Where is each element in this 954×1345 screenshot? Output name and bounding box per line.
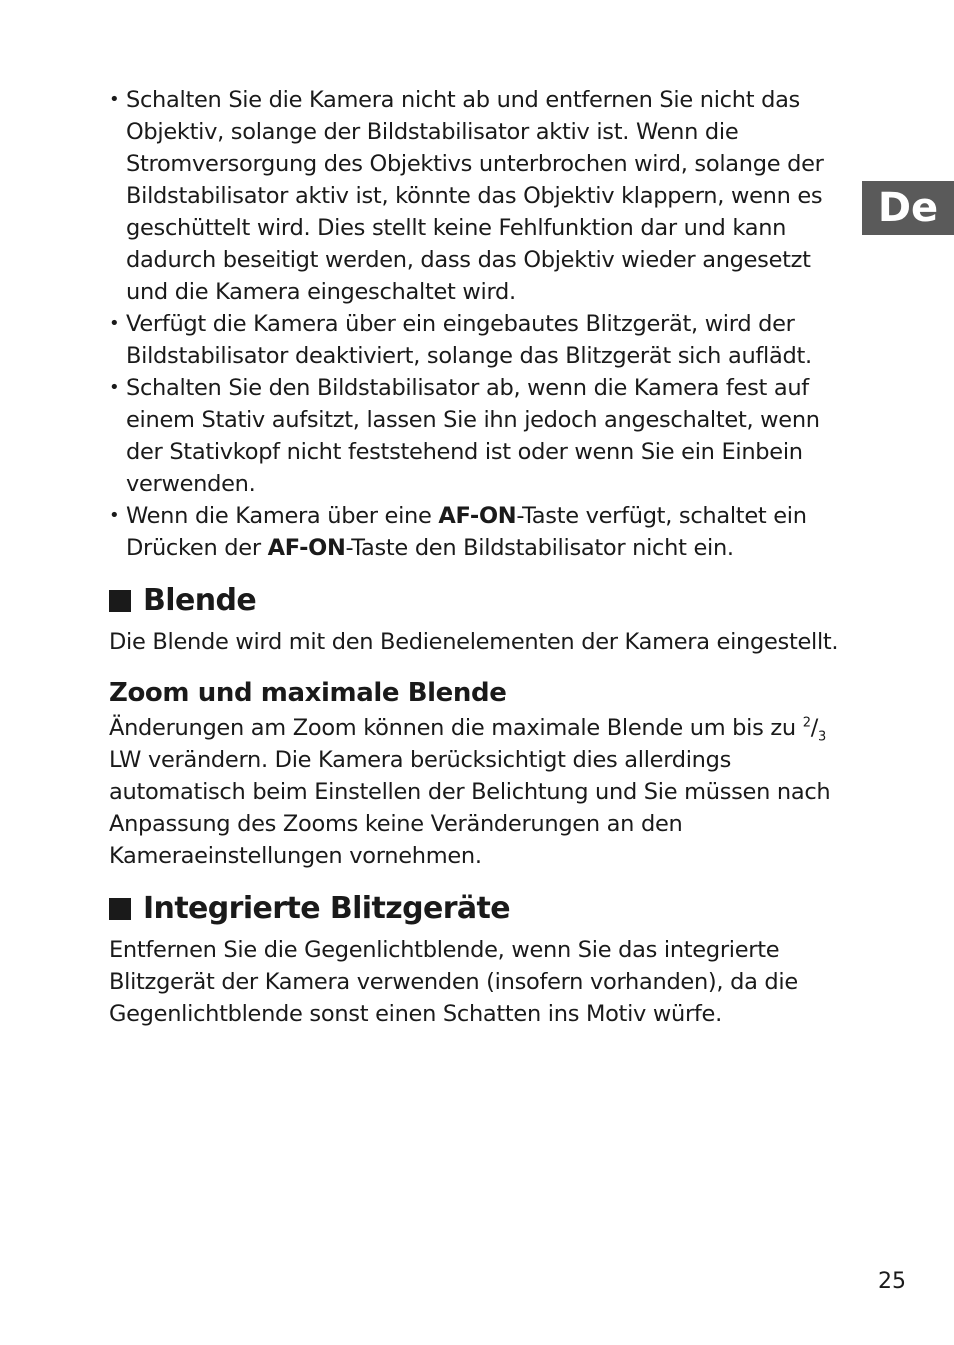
af-on-label: AF-ON (438, 503, 517, 529)
zoom-text: Änderungen am Zoom können die maximale Blende um bis zu (109, 715, 803, 741)
fraction-denominator: 3 (817, 729, 826, 745)
notes-list (109, 84, 849, 564)
list-item (109, 372, 849, 500)
af-on-label: AF-ON (267, 535, 346, 561)
list-item-text: -Taste den Bildstabilisator nicht ein. (345, 535, 734, 561)
flash-paragraph: Entfernen Sie die Gegenlichtblende, wenn Sie das integrierte Blitzgerät der Kamera verwenden (insofern vorhanden), da die Gegenlichtblende sonst einen Schatten ins Motiv würfe. (109, 937, 798, 1027)
section-heading-flash (109, 890, 849, 928)
page-number: 25 (878, 1269, 906, 1294)
page-content (109, 84, 849, 1030)
list-item (109, 500, 849, 564)
list-item-text: Wenn die Kamera über eine (126, 503, 439, 529)
zoom-paragraph (109, 712, 849, 872)
sub-heading-zoom: Zoom und maximale Blende (109, 678, 507, 708)
blende-paragraph: Die Blende wird mit den Bedienelementen der Kamera eingestellt. (109, 629, 839, 655)
square-bullet-icon (109, 898, 131, 920)
list-item-text: Schalten Sie die Kamera nicht ab und entfernen Sie nicht das Objektiv, solange der Bildstabilisator aktiv ist. Wenn die Stromversorgung des Objektivs unterbrochen wird, solange der Bildstabilisator aktiv ist, könnte das Objektiv klappern, wenn es geschüttelt wird. Dies stellt keine Fehlfunktion dar und kann dadurch beseitigt werden, dass das Objektiv wieder angesetzt und die Kamera eingeschaltet wird. (126, 87, 824, 305)
list-item (109, 84, 849, 308)
language-tab: De (862, 181, 954, 235)
list-item-text: Verfügt die Kamera über ein eingebautes Blitzgerät, wird der Bildstabilisator deaktiviert, solange das Blitzgerät sich auflädt. (126, 311, 812, 369)
zoom-text: LW verändern. Die Kamera berücksichtigt dies allerdings automatisch beim Einstellen der Belichtung und Sie müssen nach Anpassung des Zooms keine Veränderungen an den Kameraeinstellungen vornehmen. (109, 747, 831, 869)
section-title: Integrierte Blitzgeräte (143, 891, 511, 926)
section-title: Blende (143, 583, 257, 618)
list-item-text: Schalten Sie den Bildstabilisator ab, wenn die Kamera fest auf einem Stativ aufsitzt, lassen Sie ihn jedoch angeschaltet, wenn der Stativkopf nicht feststehend ist oder wenn Sie ein Einbein verwenden. (126, 375, 820, 497)
list-item (109, 308, 849, 372)
section-heading-blende (109, 582, 849, 620)
list-item-text: -Taste verfügt, schaltet ein Drücken der (126, 503, 807, 561)
square-bullet-icon (109, 590, 131, 612)
fraction-numerator: 2 (802, 715, 811, 731)
fraction-slash: / (810, 715, 818, 741)
